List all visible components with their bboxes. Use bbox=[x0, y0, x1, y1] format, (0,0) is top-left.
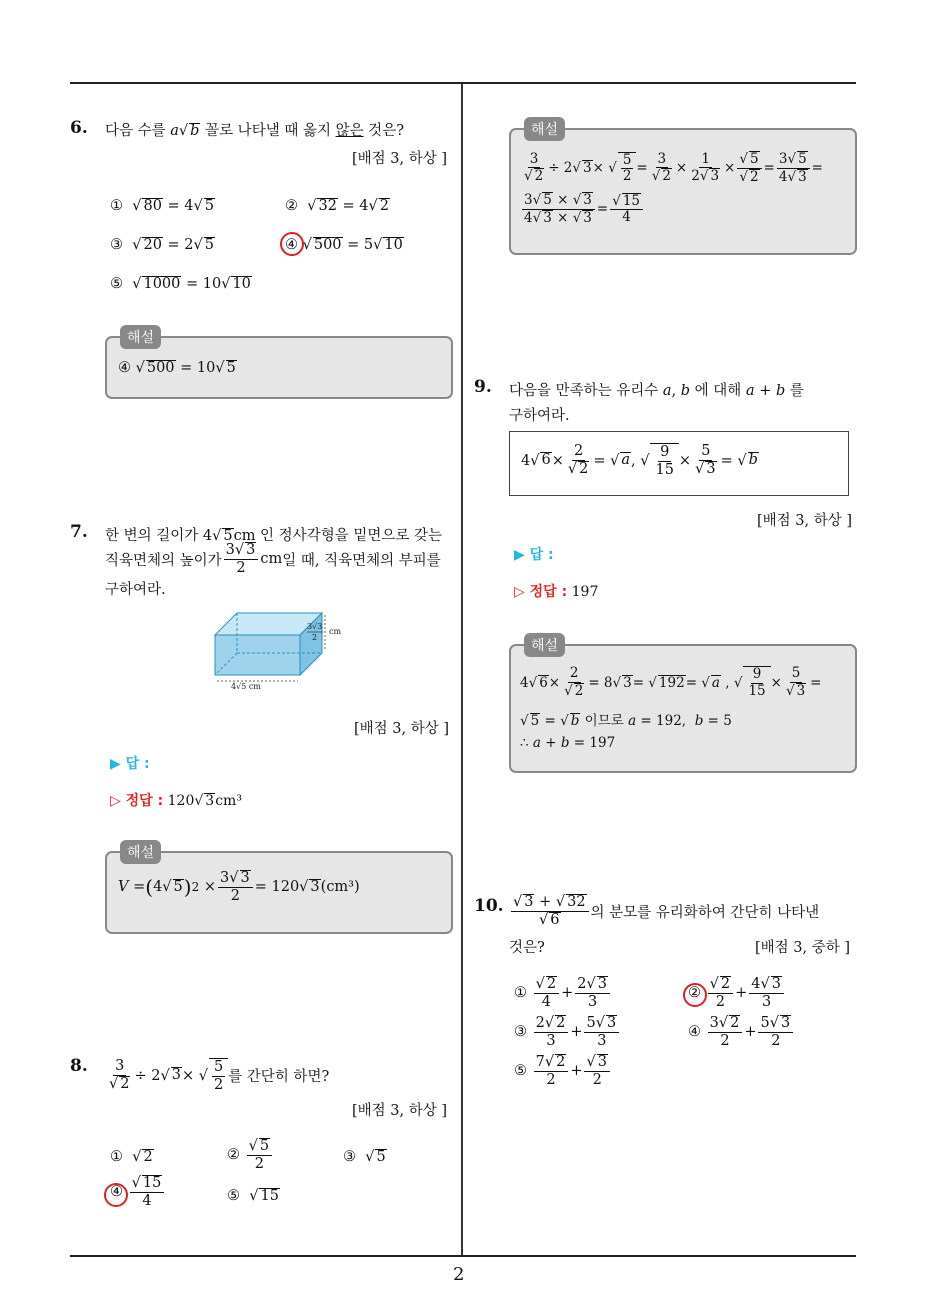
q9-condition: 4√ 6 × $\frac{2}{√ 2}$ = √ a , √ $\frac{9}{15}$ × $\frac{5}{√ 3}$ = √ b bbox=[521, 443, 758, 478]
q10-choice-3[interactable]: ③ $\frac{2√ 2}{3}$ + $\frac{5√ 3}{3}$ bbox=[514, 1015, 621, 1050]
q6-choice-5[interactable]: ⑤ √ 1000 = 10√ 10 bbox=[110, 276, 251, 292]
q7-explanation-tag: 해설 bbox=[120, 840, 161, 864]
question-7-rating: [배점 3, 하상 ] bbox=[354, 721, 450, 737]
q8-choice-3[interactable]: ③ √ 5 bbox=[343, 1149, 386, 1165]
q9-correct-answer: ▷ 정답 : 197 bbox=[514, 584, 599, 600]
question-7-line-3: 구하여라. bbox=[105, 582, 166, 598]
bottom-rule bbox=[70, 1255, 856, 1257]
q7-answer-label: ▶ 답 : bbox=[110, 756, 150, 772]
q10-choice-1[interactable]: ① $\frac{√ 2}{4}$ + $\frac{2√ 3}{3}$ bbox=[514, 976, 612, 1011]
question-10-number: 10. bbox=[474, 896, 504, 916]
svg-text:3√3: 3√3 bbox=[307, 622, 323, 631]
q9-explanation-line-1: 4√ 6 × $\frac{2}{√ 2}$ = 8√ 3 = √ 192 = √ a , √ $\frac{9}{15}$ × $\frac{5}{√ 3}$ = bbox=[520, 665, 822, 699]
q9-explanation-line-2: √ 5 = √ b 이므로 a = 192, b = 5 bbox=[520, 713, 732, 729]
q8-choice-4[interactable]: ④ $\frac{√ 15}{4}$ bbox=[110, 1175, 166, 1210]
question-7-number: 7. bbox=[70, 522, 88, 542]
question-9-rating: [배점 3, 하상 ] bbox=[757, 513, 853, 529]
q9-explanation-tag: 해설 bbox=[524, 633, 565, 657]
q7-explanation-text: V = ( 4√ 5 ) 2 × $\frac{3√ 3}{2}$ = 120√ 3 (cm³) bbox=[118, 870, 360, 904]
q8-choice-5[interactable]: ⑤ √ 15 bbox=[227, 1188, 279, 1204]
q10-choice-4[interactable]: ④ $\frac{3√ 2}{2}$ + $\frac{5√ 3}{2}$ bbox=[688, 1015, 795, 1050]
question-10-line-1: $\frac{√ 3 + √ 32}{√ 6}$ 의 분모를 유리화하여 간단히 나타낸 bbox=[513, 894, 820, 928]
question-8-text: $\frac{3}{√ 2}$ ÷ 2√ 3 × √ $\frac{5}{2}$ 를 간단히 하면? bbox=[109, 1058, 330, 1093]
question-6-rating: [배점 3, 하상 ] bbox=[352, 151, 448, 167]
q10-choice-2[interactable]: ② $\frac{√ 2}{2}$ + $\frac{4√ 3}{3}$ bbox=[688, 976, 786, 1011]
question-6-number: 6. bbox=[70, 118, 88, 138]
question-8-number: 8. bbox=[70, 1056, 88, 1076]
question-10-line-2: 것은? bbox=[509, 940, 545, 956]
q10-choice-5[interactable]: ⑤ $\frac{7√ 2}{2}$ + $\frac{√ 3}{2}$ bbox=[514, 1054, 612, 1089]
top-rule bbox=[70, 82, 856, 84]
cuboid-figure bbox=[205, 605, 365, 693]
q6-choice-1[interactable]: ① √ 80 = 4√ 5 bbox=[110, 198, 214, 214]
q8-choice-2[interactable]: ② $\frac{√ 5}{2}$ bbox=[227, 1138, 274, 1173]
column-divider bbox=[461, 84, 463, 1256]
q8-choice-1[interactable]: ① √ 2 bbox=[110, 1149, 153, 1165]
question-8-rating: [배점 3, 하상 ] bbox=[352, 1103, 448, 1119]
q7-correct-answer: ▷ 정답 : 120√ 3cm³ bbox=[110, 793, 242, 809]
question-10-rating: [배점 3, 중하 ] bbox=[755, 940, 851, 956]
q6-choice-2[interactable]: ② √ 32 = 4√ 2 bbox=[285, 198, 389, 214]
q6-choice-3[interactable]: ③ √ 20 = 2√ 5 bbox=[110, 237, 214, 253]
q6-explanation-text: ④ √ 500 = 10√ 5 bbox=[118, 360, 236, 376]
q6-explanation-tag: 해설 bbox=[120, 325, 161, 349]
q8-explanation-line-1: $\frac{3}{√ 2}$ ÷ 2√ 3 × √ $\frac{5}{2}$ = $\frac{3}{√ 2}$ × $\frac{1}{2√ 3}$ × $\frac{√ 5}{√ 2}$ = $\frac{3√ 5}{4√ 3}$ = bbox=[524, 150, 823, 185]
svg-text:2: 2 bbox=[312, 633, 318, 642]
page-number: 2 bbox=[453, 1264, 465, 1285]
question-7-line-2: 직육면체의 높이가 $\frac{3√ 3}{2}$ cm 일 때, 직육면체의 부피를 bbox=[105, 542, 441, 576]
svg-text:4√5 cm: 4√5 cm bbox=[231, 682, 261, 691]
question-9-line-2: 구하여라. bbox=[509, 408, 570, 424]
question-6-text: 다음 수를 a√ b 꼴로 나타낼 때 옳지 않은 것은? bbox=[105, 123, 404, 139]
svg-text:cm: cm bbox=[329, 627, 342, 636]
q8-explanation-line-2: $\frac{3√ 5 \times √ 3}{4√ 3 \times √ 3}$ = $\frac{√ 15}{4}$ bbox=[520, 192, 645, 226]
question-9-line-1: 다음을 만족하는 유리수 a, b 에 대해 a + b 를 bbox=[509, 383, 804, 399]
q6-choice-4[interactable]: ④ √ 500 = 5√ 10 bbox=[285, 237, 403, 253]
question-7-line-1: 한 변의 길이가 4√ 5cm 인 정사각형을 밑면으로 갖는 bbox=[105, 528, 442, 544]
q9-answer-label: ▶ 답 : bbox=[514, 547, 554, 563]
q9-explanation-line-3: ∴ a + b = 197 bbox=[520, 735, 616, 751]
question-9-number: 9. bbox=[474, 377, 492, 397]
q8-explanation-tag: 해설 bbox=[524, 117, 565, 141]
